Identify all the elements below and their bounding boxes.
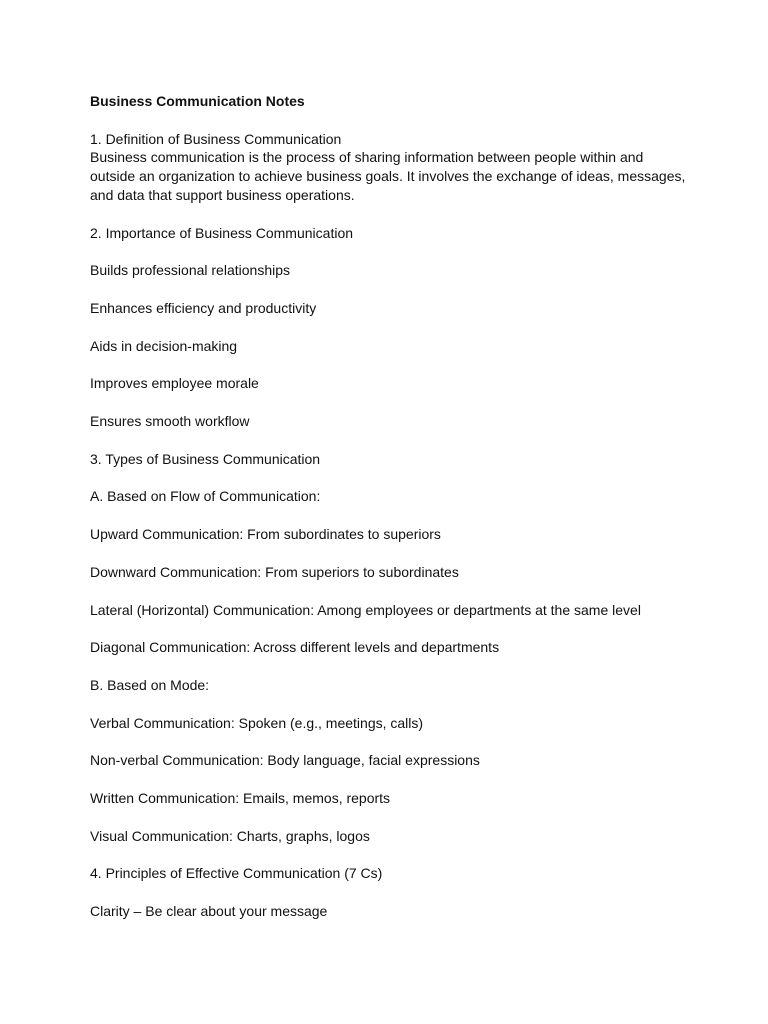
section-1-heading: 1. Definition of Business Communication [90, 130, 342, 147]
section-3-heading: 3. Types of Business Communication [90, 450, 321, 467]
document-title: Business Communication Notes [90, 93, 305, 109]
list-item: Visual Communication: Charts, graphs, logos [90, 827, 370, 844]
list-item: Clarity – Be clear about your message [90, 903, 328, 920]
section-1-text-line: and data that support business operations. [90, 186, 355, 203]
list-item: Enhances efficiency and productivity [90, 299, 317, 316]
list-item: Non-verbal Communication: Body language, facial expressions [90, 752, 480, 769]
list-item: Written Communication: Emails, memos, reports [90, 790, 391, 807]
list-item: Ensures smooth workflow [90, 413, 250, 430]
list-item: Diagonal Communication: Across different levels and departments [90, 639, 500, 656]
list-item: Verbal Communication: Spoken (e.g., meetings, calls) [90, 714, 424, 731]
list-item: Builds professional relationships [90, 262, 290, 279]
section-4-heading: 4. Principles of Effective Communication (7 Cs) [90, 865, 383, 882]
section-2-heading: 2. Importance of Business Communication [90, 224, 354, 241]
section-3b-heading: B. Based on Mode: [90, 676, 210, 693]
section-1-text-line: Business communication is the process of sharing information between people within and [90, 149, 644, 166]
list-item: Lateral (Horizontal) Communication: Among employees or departments at the same level [90, 601, 641, 618]
section-3a-heading: A. Based on Flow of Communication: [90, 488, 321, 505]
list-item: Improves employee morale [90, 375, 259, 392]
document-body [90, 92, 690, 921]
section-1-text-line: outside an organization to achieve business goals. It involves the exchange of ideas, messages, [90, 168, 686, 185]
list-item: Downward Communication: From superiors to subordinates [90, 563, 459, 580]
list-item: Aids in decision-making [90, 337, 238, 354]
list-item: Upward Communication: From subordinates to superiors [90, 526, 441, 543]
